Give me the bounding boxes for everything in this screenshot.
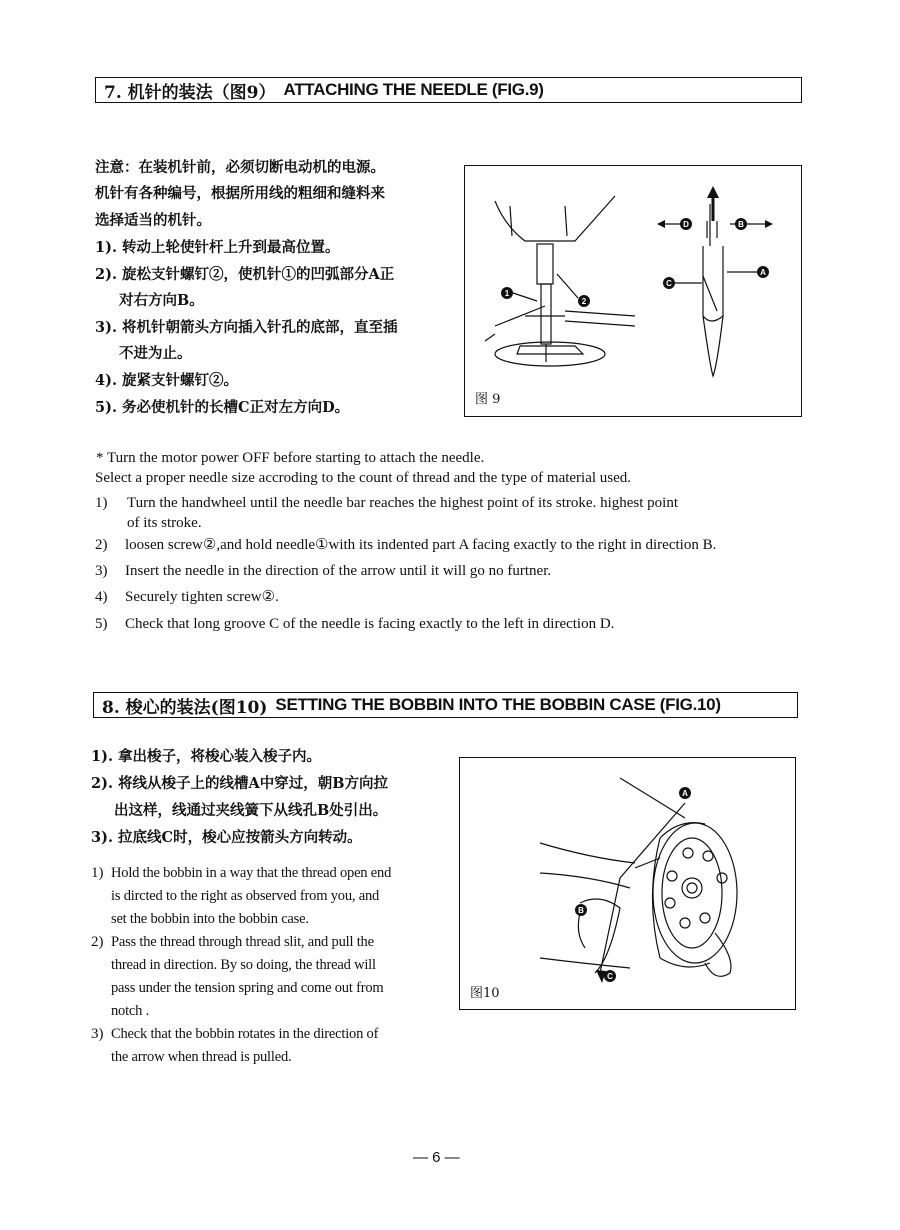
- s7-cn-line: 2). 旋松支针螺钉②，使机针①的凹弧部分A正: [95, 266, 395, 283]
- s7-step-text: loosen screw②,and hold needle①with its indented part A facing exactly to the right in direction B.: [125, 537, 717, 553]
- s8-step-line: notch .: [111, 1003, 150, 1019]
- figure-10-caption: 图10: [470, 986, 500, 1001]
- section-8-header: [93, 692, 798, 718]
- s7-cn-line: 注意：在装机针前，必须切断电动机的电源。: [95, 159, 385, 176]
- s7-cn-line: 3). 将机针朝箭头方向插入针孔的底部，直至插: [95, 319, 398, 336]
- s8-step-line: the arrow when thread is pulled.: [111, 1049, 292, 1065]
- s7-step-num: 4): [95, 589, 108, 605]
- s8-step-num: 2): [91, 934, 104, 950]
- figure-10: [459, 757, 796, 1010]
- s7-step-num: 5): [95, 616, 108, 632]
- label-2-text: 2: [581, 297, 587, 306]
- s8-cn-line: 出这样，线通过夹线簧下从线孔B处引出。: [114, 802, 388, 819]
- bobbin-case-illustration: [460, 758, 795, 1009]
- s7-step-num: 3): [95, 563, 108, 579]
- s8-step-line: Hold the bobbin in a way that the thread open end: [111, 865, 392, 881]
- s8-step-line: is dircted to the right as observed from you, and: [111, 888, 380, 904]
- s7-step-num: 1): [95, 495, 108, 511]
- label-c-text: C: [607, 972, 613, 981]
- s7-step-num: 2): [95, 537, 108, 553]
- s7-step-cont: of its stroke.: [127, 515, 202, 531]
- s8-step-line: Pass the thread through thread slit, and pull the: [111, 934, 374, 950]
- label-d-text: D: [683, 220, 689, 229]
- s7-cn-line: 1). 转动上轮使针杆上升到最高位置。: [95, 239, 340, 256]
- s8-cn-line: 2). 将线从梭子上的线槽A中穿过，朝B方向拉: [91, 775, 389, 792]
- s7-cn-line: 机针有各种编号，根据所用线的粗细和缝料来: [95, 185, 385, 202]
- section-7-title-en: ATTACHING THE NEEDLE (FIG.9): [283, 80, 544, 99]
- figure-9: [464, 165, 802, 417]
- label-a-text: A: [760, 268, 766, 277]
- s7-step-text: Securely tighten screw②.: [125, 589, 279, 605]
- section-8-title-cn: 8. 梭心的装法(图10): [102, 697, 268, 718]
- s7-cn-line: 选择适当的机针。: [95, 212, 211, 229]
- section-7-title-cn: 7. 机针的装法（图9）: [104, 82, 276, 103]
- page-number: — 6 —: [413, 1149, 460, 1166]
- s8-step-line: set the bobbin into the bobbin case.: [111, 911, 309, 927]
- needle-attaching-illustration: [465, 166, 801, 416]
- s8-step-num: 3): [91, 1026, 104, 1042]
- s8-step-line: pass under the tension spring and come out from: [111, 980, 384, 996]
- s8-step-line: Check that the bobbin rotates in the direction of: [111, 1026, 379, 1042]
- s7-cn-line: 对右方向B。: [119, 292, 204, 309]
- label-b-text: B: [738, 220, 744, 229]
- figure-9-caption: 图 9: [475, 392, 501, 407]
- s8-cn-line: 1). 拿出梭子，将梭心装入梭子内。: [91, 748, 322, 765]
- s7-step-text: Turn the handwheel until the needle bar reaches the highest point of its stroke. highest point: [127, 495, 678, 511]
- s7-cn-line: 不进为止。: [119, 345, 192, 362]
- s8-step-num: 1): [91, 865, 104, 881]
- s7-en-select: Select a proper needle size accroding to the count of thread and the type of material used.: [95, 470, 632, 486]
- section-8-title-en: SETTING THE BOBBIN INTO THE BOBBIN CASE (FIG.10): [275, 695, 721, 714]
- s7-cn-line: 4). 旋紧支针螺钉②。: [95, 372, 239, 389]
- s8-step-line: thread in direction. By so doing, the thread will: [111, 957, 376, 973]
- label-c-text: C: [666, 279, 672, 288]
- label-a-text: A: [682, 789, 688, 798]
- s7-step-text: Check that long groove C of the needle is facing exactly to the left in direction D.: [125, 616, 615, 632]
- s7-cn-line: 5). 务必使机针的长槽C正对左方向D。: [95, 399, 350, 416]
- s8-cn-line: 3). 拉底线C时，梭心应按箭头方向转动。: [91, 829, 362, 846]
- label-b-text: B: [578, 906, 584, 915]
- label-1-text: 1: [504, 289, 510, 298]
- section-7-header: [95, 77, 802, 103]
- s7-en-note: * Turn the motor power OFF before starting to attach the needle.: [96, 450, 485, 466]
- s7-step-text: Insert the needle in the direction of the arrow until it will go no furtner.: [125, 563, 552, 579]
